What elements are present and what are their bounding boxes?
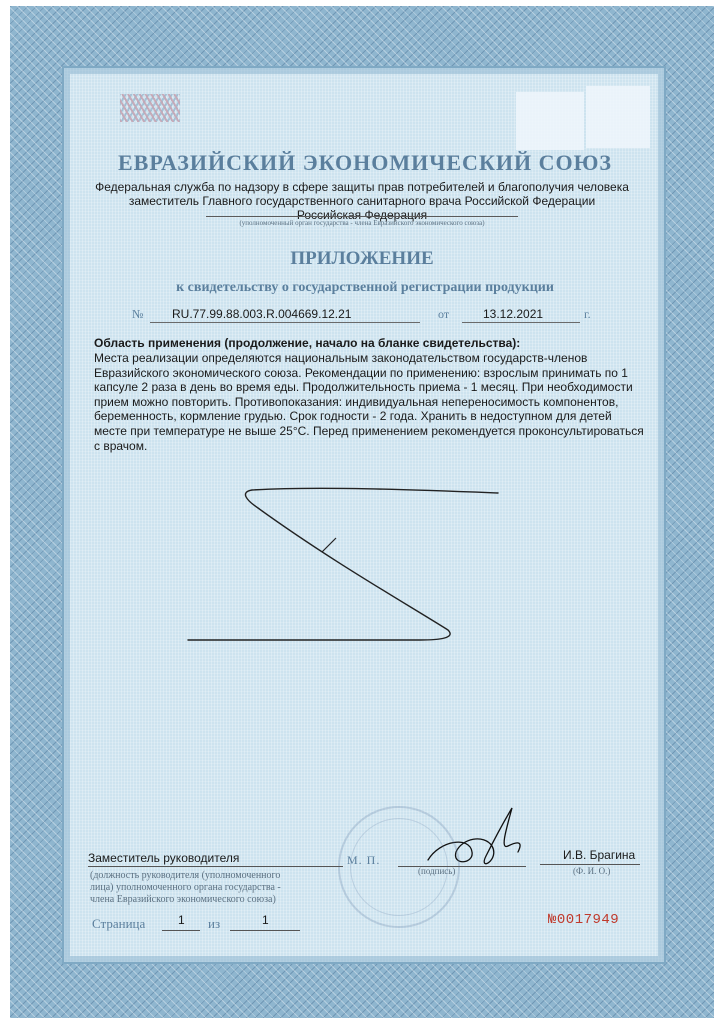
position-caption bbox=[90, 870, 350, 906]
scope-line: месте при температуре не выше 25°С. Перед применением рекомендуется проконсультироваться bbox=[94, 423, 644, 438]
appendix-title: ПРИЛОЖЕНИЕ bbox=[290, 248, 434, 269]
page-number-underline bbox=[162, 930, 200, 931]
authority-line: Российская Федерация bbox=[296, 208, 428, 222]
signature-caption: (подпись) bbox=[418, 866, 456, 876]
scope-line: Евразийского экономического союза. Рекомендации по применению: взрослым принимать по 1 bbox=[94, 365, 628, 380]
number-sign: № bbox=[132, 307, 144, 321]
date-suffix: г. bbox=[584, 307, 591, 321]
union-title: ЕВРАЗИЙСКИЙ ЭКОНОМИЧЕСКИЙ СОЮЗ bbox=[117, 150, 613, 175]
authority-underline bbox=[206, 216, 518, 217]
appendix-subtitle: к свидетельству о государственной регистрации продукции bbox=[176, 280, 554, 295]
date-underline bbox=[462, 322, 580, 323]
scope-line: прием можно повторить. Противопоказания: индивидуальная непереносимость компонентов, bbox=[94, 394, 619, 409]
page-total: 1 bbox=[262, 913, 269, 927]
signer-position: Заместитель руководителя bbox=[88, 851, 240, 865]
number-underline bbox=[150, 322, 420, 323]
whiteout-area bbox=[516, 92, 584, 150]
page-total-underline bbox=[230, 930, 300, 931]
scope-line: с врачом. bbox=[94, 438, 148, 453]
scope-body bbox=[94, 351, 650, 453]
date-prefix: от bbox=[438, 307, 450, 321]
signer-name: И.В. Брагина bbox=[563, 848, 636, 862]
authority-line: заместитель Главного государственного санитарного врача Российской Федерации bbox=[128, 194, 596, 208]
serial-number: №0017949 bbox=[548, 912, 620, 928]
registration-number: RU.77.99.88.003.R.004669.12.21 bbox=[172, 307, 352, 321]
security-pattern bbox=[120, 94, 180, 122]
page-label: Страница bbox=[92, 916, 146, 931]
position-caption-line: (должность руководителя (уполномоченного bbox=[90, 870, 281, 881]
of-label: из bbox=[208, 916, 221, 931]
position-caption-line: члена Евразийского экономического союза) bbox=[90, 894, 276, 905]
position-caption-line: лица) уполномоченного органа государства - bbox=[90, 882, 281, 893]
position-underline bbox=[88, 866, 343, 867]
scope-line: беременность, кормление грудью. Срок годности - 2 года. Хранить в недоступном для детей bbox=[94, 409, 612, 424]
name-underline bbox=[540, 864, 640, 865]
scope-line: Места реализации определяются национальным законодательством государств-членов bbox=[94, 351, 588, 365]
registration-date: 13.12.2021 bbox=[483, 307, 544, 321]
scope-heading: Область применения (продолжение, начало на бланке свидетельства): bbox=[94, 336, 521, 350]
whiteout-area bbox=[586, 86, 650, 148]
page-number: 1 bbox=[178, 913, 185, 927]
name-caption: (Ф. И. О.) bbox=[573, 866, 611, 876]
authority-line: Федеральная служба по надзору в сфере защиты прав потребителей и благополучия человека bbox=[95, 180, 629, 194]
scope-line: капсуле 2 раза в день во время еды. Продолжительность приема - 1 месяц. При необходимости bbox=[94, 380, 633, 395]
authority-caption: (уполномоченный орган государства - члена Евразийского экономического союза) bbox=[239, 219, 485, 227]
seal-place-label: М. П. bbox=[347, 853, 381, 867]
